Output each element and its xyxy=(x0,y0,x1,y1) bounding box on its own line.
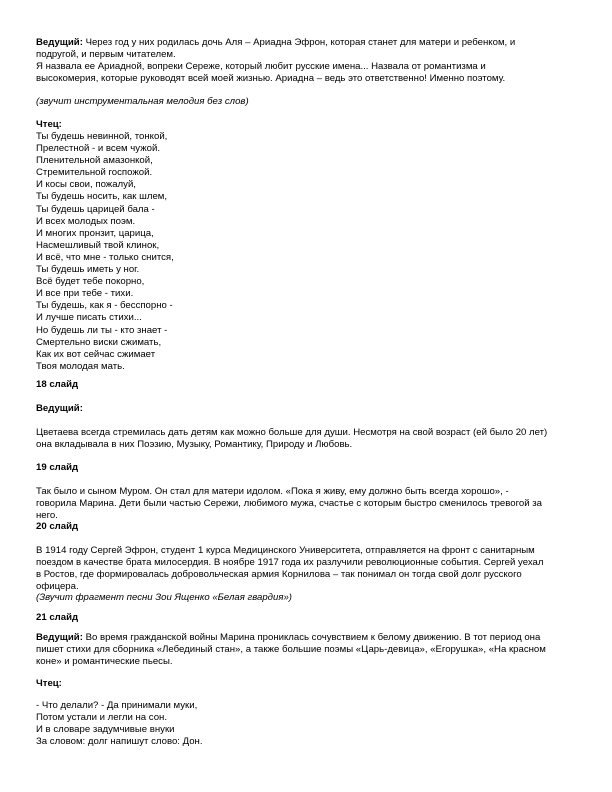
text-line: поездом в качестве брата милосердия. В ноябре 1917 года их разлучили революционные события. Сергей уехал xyxy=(36,557,544,569)
poem-line: И косы свои, пожалуй, xyxy=(36,179,136,191)
poem-line: И лучше писать стихи... xyxy=(36,312,142,324)
poem-line: Твоя молодая мать. xyxy=(36,360,125,372)
stage-note: (Звучит фрагмент песни Зои Ященко «Белая гвардия») xyxy=(36,592,292,603)
poem-line: Как их вот сейчас сжимает xyxy=(36,348,156,360)
poem-line: Ты будешь носить, как шлем, xyxy=(36,191,168,203)
paragraph-efron xyxy=(36,545,581,593)
poem-line: Ты будешь, как я - бесспорно - xyxy=(36,300,173,312)
poem-line: Ты будешь иметь у ног. xyxy=(36,264,140,276)
speaker-label: Ведущий: xyxy=(36,37,83,48)
paragraph-children xyxy=(36,427,581,451)
slide-heading-21: 21 слайд xyxy=(36,612,79,623)
poem-line: Потом устали и легли на сон. xyxy=(36,712,168,724)
text-line: в Ростов, где формировалась добровольческая армия Корнилова – так понимал он тогда свой долг русского xyxy=(36,569,522,581)
text-line: офицера. xyxy=(36,581,79,593)
reader-label: Чтец: xyxy=(36,119,62,130)
paragraph-intro-line-1 xyxy=(36,37,581,49)
speaker-label: Ведущий: xyxy=(36,403,83,414)
slide-heading-20: 20 слайд xyxy=(36,521,79,532)
text-line: Во время гражданской войны Марина прониклась сочувствием к белому движению. В тот период она xyxy=(82,632,541,643)
poem-line: - Что делали? - Да принимали муки, xyxy=(36,700,198,711)
slide-heading-18: 18 слайд xyxy=(36,379,79,390)
text-line: подругой, и первым читателем. xyxy=(36,49,176,61)
text-line: Цветаева всегда стремилась дать детям как можно больше для души. Несмотря на свой возраст (ей было 20 лет) xyxy=(36,427,548,438)
poem-line: Ты будешь невинной, тонкой, xyxy=(36,131,168,142)
poem-line: Всё будет тебе покорно, xyxy=(36,276,145,288)
poem-line: Смертельно виски сжимать, xyxy=(36,336,162,348)
stage-note: (звучит инструментальная мелодия без слов) xyxy=(36,96,249,107)
poem-line: Ты будешь царицей бала - xyxy=(36,203,155,215)
text-line: высокомерия, которые руководят всей моей жизнью. Ариадна – ведь это ответственно! Именно поэтому. xyxy=(36,73,506,85)
poem-ariadna xyxy=(36,131,581,373)
poem-line: Пленительной амазонкой, xyxy=(36,155,153,167)
poem-don xyxy=(36,700,581,748)
text-line: говорила Марина. Дети были частью Сережи, любимого мужа, счастье с которым быстро сменилось тревогой за xyxy=(36,498,542,510)
paragraph-civil-war-line-1 xyxy=(36,632,581,644)
paragraph-intro xyxy=(36,37,581,85)
text-line: она вкладывала в них Поэзию, Музыку, Романтику, Природу и Любовь. xyxy=(36,439,353,451)
text-line: пишет стихи для сборника «Лебединый стан», а также большие поэмы «Царь-девица», «Егорушка», «На красном xyxy=(36,644,546,656)
poem-line: За словом: долг напишут слово: Дон. xyxy=(36,736,203,748)
speaker-label: Ведущий: xyxy=(36,632,83,643)
poem-line: Стремительной госпожой. xyxy=(36,167,153,179)
text-line: Через год у них родилась дочь Аля – Ариадна Эфрон, которая станет для матери и ребенком, и xyxy=(82,37,516,48)
poem-line: И всех молодых поэм. xyxy=(36,215,136,227)
text-line: него. xyxy=(36,510,58,522)
poem-line: И все при тебе - тихи. xyxy=(36,288,134,300)
text-line: Так было и сыном Муром. Он стал для матери идолом. «Пока я живу, ему должно быть всегда хорошо», - xyxy=(36,486,509,497)
text-line: коне» и романтические пьесы. xyxy=(36,656,173,668)
poem-line: Прелестной - и всем чужой. xyxy=(36,143,160,155)
slide-heading-19: 19 слайд xyxy=(36,462,79,473)
reader-label: Чтец: xyxy=(36,678,62,689)
poem-line: И многих пронзит, царица, xyxy=(36,227,154,239)
poem-line: И всё, что мне - только снится, xyxy=(36,251,174,263)
paragraph-civil-war xyxy=(36,632,581,668)
paragraph-son xyxy=(36,486,581,522)
poem-line: Насмешливый твой клинок, xyxy=(36,239,160,251)
poem-line: Но будешь ли ты - кто знает - xyxy=(36,324,168,336)
text-line: Я назвала ее Ариадной, вопреки Сереже, который любит русские имена... Назвала от романтизма и xyxy=(36,61,486,73)
text-line: В 1914 году Сергей Эфрон, студент 1 курса Медицинского Университета, отправляется на фронт с санитарным xyxy=(36,545,535,556)
poem-line: И в словаре задумчивые внуки xyxy=(36,724,175,736)
